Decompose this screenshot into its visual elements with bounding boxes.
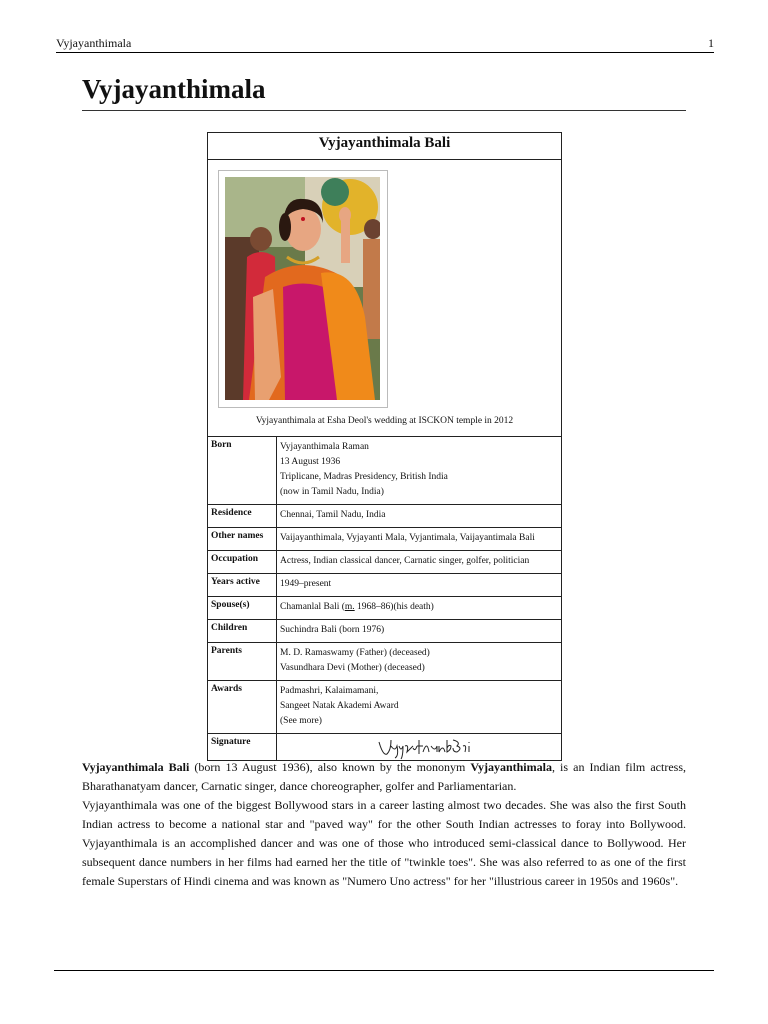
born-label: Born [208,437,277,505]
infobox [207,132,562,761]
signature-cell [277,734,562,761]
born-line: 13 August 1936 [280,457,341,467]
residence-label: Residence [208,505,277,528]
row-occupation [208,551,562,574]
row-spouse [208,597,562,620]
lemma-name: Vyjayanthimala Bali [82,760,190,774]
children-label: Children [208,620,277,643]
spouse-dates: 1968–86)(his death) [354,602,434,612]
born-line: Vyjayanthimala Raman [280,442,369,452]
awards-label: Awards [208,681,277,734]
row-children [208,620,562,643]
infobox-title: Vyjayanthimala Bali [208,133,562,160]
intro-text-end: , is an Indian film actress, Bharathanatyam dancer, Carnatic singer, dance choreographer, golfer and Parliamentarian. [82,760,686,793]
married-abbr-link[interactable]: m. [344,602,355,612]
born-line: (now in Tamil Nadu, India) [280,487,384,497]
career-paragraph: Vyjayanthimala was one of the biggest Bollywood stars in a career lasting almost two decades. She was also the first South Indian actress to become a national star and "paved way" for the other South Indian actresses to foray into Bollywood. Vyjayanthimala is an accomplished dancer and was one of those who introduced semi-classical dance to Bollywood. Her subsequent dance numbers in her films had earned her the title of "twinkle toes". She was also referred to as one of the first female Superstars of Hindi cinema and was known as "Numero Uno actress" for her "illustrious career in 1950s and 1960s". [82,798,686,888]
row-awards [208,681,562,734]
row-residence [208,505,562,528]
parent-line: Vasundhara Devi (Mother) (deceased) [280,663,425,673]
signature-label: Signature [208,734,277,761]
award-line: Sangeet Natak Akademi Award [280,701,399,711]
other-names-value: Vaijayanthimala, Vyjayanti Mala, Vyjantimala, Vaijayantimala Bali [277,528,562,551]
row-parents [208,643,562,681]
footer-rule [54,970,714,971]
intro-paragraph [82,758,686,796]
years-active-label: Years active [208,574,277,597]
born-value [277,437,562,505]
children-value: Suchindra Bali (born 1976) [277,620,562,643]
intro-text: (born 13 August 1936), also known by the mononym [189,760,471,774]
running-head-title: Vyjayanthimala [56,36,132,50]
row-signature [208,734,562,761]
residence-value: Chennai, Tamil Nadu, India [277,505,562,528]
see-more-link[interactable]: (See more) [280,716,322,726]
parents-label: Parents [208,643,277,681]
row-born [208,437,562,505]
occupation-value: Actress, Indian classical dancer, Carnatic singer, golfer, politician [277,551,562,574]
article-title: Vyjayanthimala [82,72,686,111]
spouse-name: Chamanlal Bali ( [280,602,345,612]
infobox-image-cell [208,160,562,437]
portrait-photo[interactable] [225,177,380,400]
occupation-label: Occupation [208,551,277,574]
years-active-value: 1949–present [277,574,562,597]
award-line: Padmashri, Kalaimamani, [280,686,379,696]
running-head [56,36,714,53]
row-other-names [208,528,562,551]
photo-frame [218,170,388,408]
mononym: Vyjayanthimala [470,760,552,774]
spouse-label: Spouse(s) [208,597,277,620]
row-years-active [208,574,562,597]
other-names-label: Other names [208,528,277,551]
born-line: Triplicane, Madras Presidency, British India [280,472,448,482]
page-number: 1 [708,36,714,50]
awards-value [277,681,562,734]
spouse-value [277,597,562,620]
parent-line: M. D. Ramaswamy (Father) (deceased) [280,648,430,658]
parents-value [277,643,562,681]
signature-image [377,736,477,760]
image-caption: Vyjayanthimala at Esha Deol's wedding at ISCKON temple in 2012 [255,416,514,426]
